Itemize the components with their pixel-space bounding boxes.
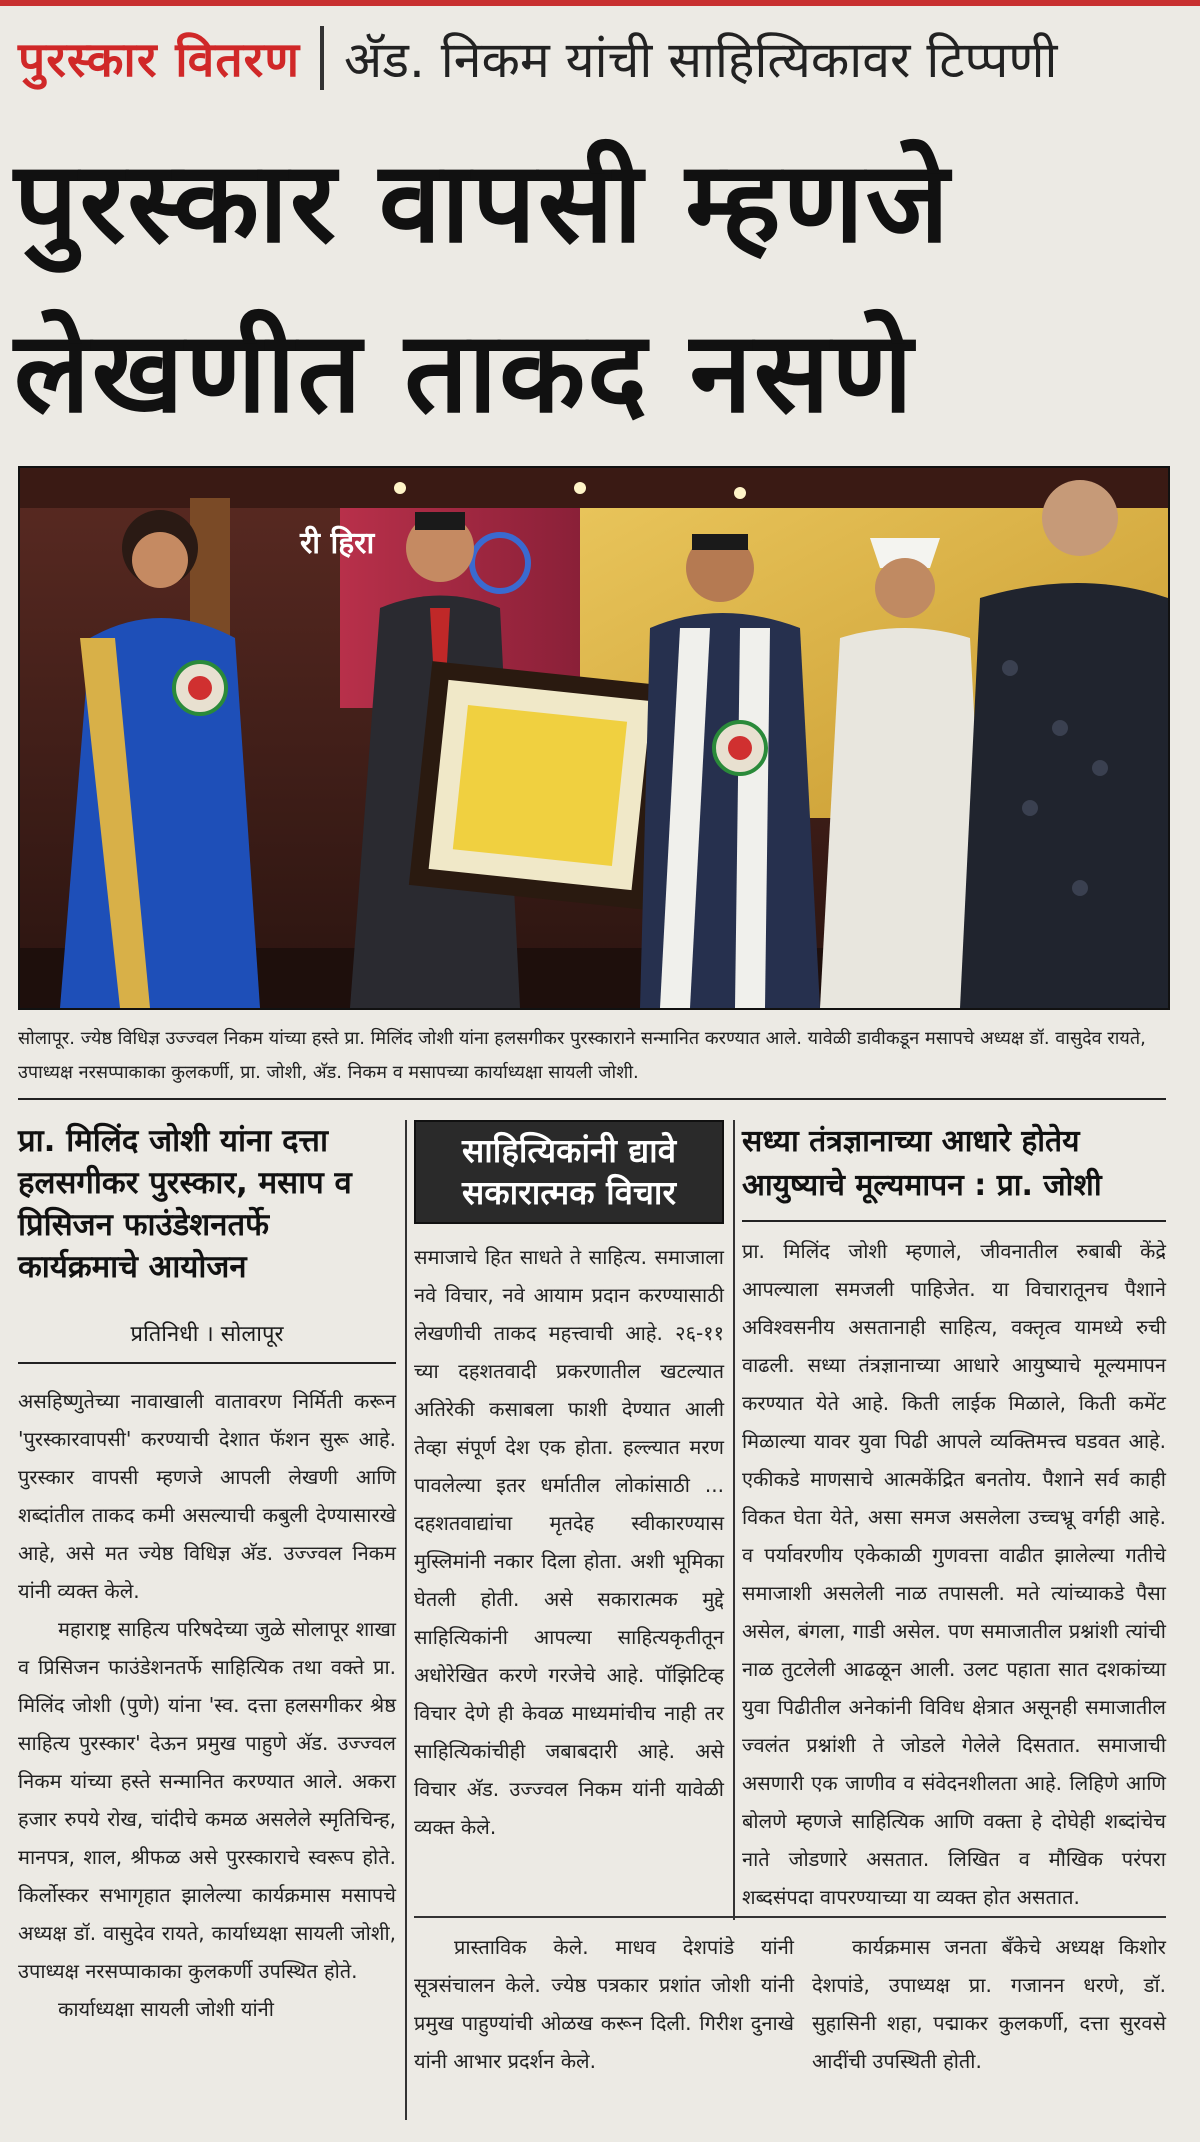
kicker-separator (320, 26, 324, 90)
bottom-para-column-2: प्रास्ताविक केले. माधव देशपांडे यांनी सूत्रसंचालन केले. ज्येष्ठ पत्रकार प्रशांत जोशी यांनी प्रमुख पाहुण्यांची ओळख करून दिली. गिरीश दुनाखे यांनी आभार प्रदर्शन केले. (414, 1935, 794, 2073)
boxed-subheadline: साहित्यिकांनी द्यावे सकारात्मक विचार (414, 1120, 724, 1224)
event-photo (18, 466, 1170, 1010)
banner-text: री हिरा (300, 526, 375, 561)
caption-divider (18, 1098, 1166, 1100)
column-1-para-3: कार्याध्यक्षा सायली जोशी यांनी (58, 1997, 274, 2021)
column-3-headline: सध्या तंत्रज्ञानाच्या आधारे होतेय आयुष्याचे मूल्यमापन : प्रा. जोशी (742, 1124, 1102, 1203)
byline: प्रतिनिधी । सोलापूर (130, 1322, 284, 1347)
photo-caption: सोलापूर. ज्येष्ठ विधिज्ञ उज्ज्वल निकम यांच्या हस्ते प्रा. मिलिंद जोशी यांना हलसगीकर पुरस्काराने सन्मानित करण्यात आले. यावेळी डावीकडून मसापचे अध्यक्ष डॉ. वासुदेव रायते, उपाध्यक्ष नरसप्पाकाका कुलकर्णी, प्रा. जोशी, अ‍ॅड. निकम व मसापच्या कार्याध्यक्षा सायली जोशी. (18, 1028, 1146, 1083)
column-2-body: समाजाचे हित साधते ते साहित्य. समाजाला नवे विचार, नवे आयाम प्रदान करण्यासाठी लेखणीची ताकद महत्त्वाची आहे. २६-११ च्या दहशतवादी प्रकरणातील खटल्यात अतिरेकी कसाबला फाशी देण्यात आली तेव्हा संपूर्ण देश एक होता. हल्ल्यात मरण पावलेल्या इतर धर्मातील लोकांसाठी ... दहशतवाद्यांचा मृतदेह स्वीकारण्यास मुस्लिमांनी नकार दिला होता. अशी भूमिका घेतली होती. असे सकारात्मक मुद्दे साहित्यिकांनी आपल्या साहित्यकृतीतून अधोरेखित करणे गरजेचे आहे. पॉझिटिव्ह विचार देणे ही केवळ माध्यमांचीच नाही तर साहित्यिकांचीही जबाबदारी आहे. असे विचार अ‍ॅड. उज्ज्वल निकम यांनी यावेळी व्यक्त केले. (414, 1245, 724, 1839)
kicker-bar (18, 18, 1057, 98)
article-column-3 (742, 1120, 1166, 1916)
column-1-para-1: असहिष्णुतेच्या नावाखाली वातावरण निर्मिती करून 'पुरस्कारवापसी' करण्याची देशात फॅशन सुरू आहे. पुरस्कार वापसी म्हणजे आपली लेखणी आणि शब्दांतील ताकद कमी असल्याची कबुली देण्यासारखे आहे, असे मत ज्येष्ठ विधिज्ञ अ‍ॅड. उज्ज्वल निकम यांनी व्यक्त केले. (18, 1389, 396, 1603)
headline-line-2: लेखणीत ताकद नसणे (14, 308, 915, 438)
column-divider-2 (733, 1120, 735, 1920)
photo-illustration (20, 468, 1168, 1008)
bottom-divider (414, 1916, 1166, 1918)
column-1-para-2: महाराष्ट्र साहित्य परिषदेच्या जुळे सोलापूर शाखा व प्रिसिजन फाउंडेशनतर्फे साहित्यिक तथा वक्ते प्रा. मिलिंद जोशी (पुणे) यांना 'स्व. दत्ता हलसगीकर श्रेष्ठ साहित्य पुरस्कार' देऊन प्रमुख पाहुणे अ‍ॅड. उज्ज्वल निकम यांच्या हस्ते सन्मानित करण्यात आले. अकरा हजार रुपये रोख, चांदीचे कमळ असलेले स्मृतिचिन्ह, मानपत्र, शाल, श्रीफळ असे पुरस्काराचे स्वरूप होते. किर्लोस्कर सभागृहात झालेल्या कार्यक्रमास मसापचे अध्यक्ष डॉ. वासुदेव रायते, कार्याध्यक्षा सायली जोशी, उपाध्यक्ष नरसप्पाकाका कुलकर्णी उपस्थित होते. (18, 1617, 396, 1983)
top-color-rule (0, 0, 1200, 6)
section-tag: पुरस्कार वितरण (18, 31, 301, 88)
bottom-para-column-3: कार्यक्रमास जनता बँकेचे अध्यक्ष किशोर देशपांडे, उपाध्यक्ष प्रा. गजानन धरणे, डॉ. सुहासिनी शहा, पद्माकर कुलकर्णी, दत्ता सुरवसे आदींची उपस्थिती होती. (812, 1935, 1166, 2073)
column-divider-1 (405, 1120, 407, 2120)
column-1-headline: प्रा. मिलिंद जोशी यांना दत्ता हलसगीकर पुरस्कार, मसाप व प्रिसिजन फाउंडेशनतर्फे कार्यक्रमाचे आयोजन (18, 1123, 352, 1285)
headline-line-1: पुरस्कार वापसी म्हणजे (14, 138, 951, 268)
kicker-subtitle: अ‍ॅड. निकम यांची साहित्यिकावर टिप्पणी (344, 31, 1058, 89)
main-headline (14, 118, 1184, 458)
column-3-body: प्रा. मिलिंद जोशी म्हणाले, जीवनातील रुबाबी केंद्रे आपल्याला समजली पाहिजेत. या विचारातूनच पैशाने अविश्वसनीय असतानाही साहित्य, वक्तृत्व यामध्ये रुची वाढली. सध्या तंत्रज्ञानाच्या आधारे आयुष्याचे मूल्यमापन करण्यात येते आहे. किती लाईक मिळाले, किती कमेंट मिळाल्या यावर युवा पिढी आपले व्यक्तिमत्त्व घडवत आहे. एकीकडे माणसाचे आत्मकेंद्रित बनतोय. पैशाने सर्व काही विकत घेता येते, असा समज असलेला उच्चभ्रू वर्गही आहे. व पर्यावरणीय एकेकाळी गुणवत्ता वाढीत झालेल्या गतीचे समाजाशी असलेली नाळ तपासली. मते त्यांच्याकडे पैसा असेल, बंगला, गाडी असेल. पण समाजातील प्रश्नांशी त्यांची नाळ तुटलेली आढळून आली. उलट पहाता सात दशकांच्या युवा पिढीतील अनेकांनी विविध क्षेत्रात असूनही समाजातील ज्वलंत प्रश्नांशी ते जोडले गेलेले दिसतात. समाजाची असणारी एक जाणीव व संवेदनशीलता आहे. लिहिणे आणि बोलणे म्हणजे साहित्यिक आणि वक्ता हे दोघेही शब्दांचेच नाते जोडणारे असतात. लिखित व मौखिक परंपरा शब्दसंपदा वापरण्याच्या या व्यक्त होत असतात. (742, 1239, 1166, 1909)
article-column-1 (18, 1120, 396, 2028)
article-column-2 (414, 1120, 724, 1846)
